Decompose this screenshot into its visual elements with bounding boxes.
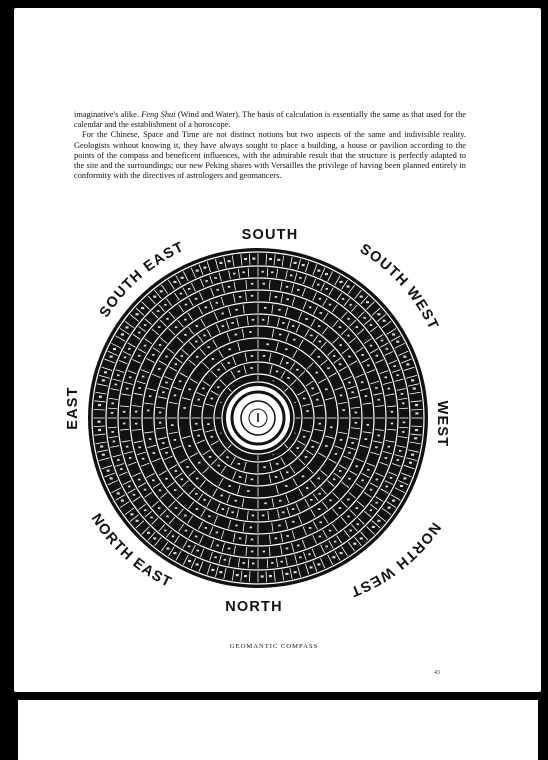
- label-north-west: NORTH WEST: [347, 519, 444, 600]
- label-west: WEST: [434, 400, 450, 448]
- paragraph-2: For the Chinese, Space and Time are not distinct notions but two aspects of the same and indivisible reality. Geologists without knowing it, they have always sought to place a building, a house or pavilion according to the points of the compass and beneficent influences, with the admirable result that the structure is perfectly adapted to the site and the surroundings; our new Peking shares with Versailles the privilege of having been planned entirely in conformity with the directives of astrologers and geomancers.: [74, 130, 466, 181]
- page-number: 43: [434, 670, 440, 676]
- label-south-west: SOUTH WEST: [356, 241, 442, 333]
- feng-shui-term: Feng Shui: [141, 110, 176, 119]
- label-south: SOUTH: [241, 227, 299, 243]
- label-north: NORTH: [225, 599, 283, 615]
- label-south-east: SOUTH EAST: [96, 238, 187, 321]
- figure-caption: GEOMANTIC COMPASS: [229, 643, 319, 650]
- compass-disc: [88, 248, 428, 588]
- paragraph-1: imaginative's alike. Feng Shui (Wind and Water). The basis of calculation is essentially the same as that used for the calendar and the establishment of a horoscope.: [74, 110, 466, 130]
- label-north-east: NORTH EAST: [87, 511, 175, 592]
- label-east: EAST: [65, 386, 81, 430]
